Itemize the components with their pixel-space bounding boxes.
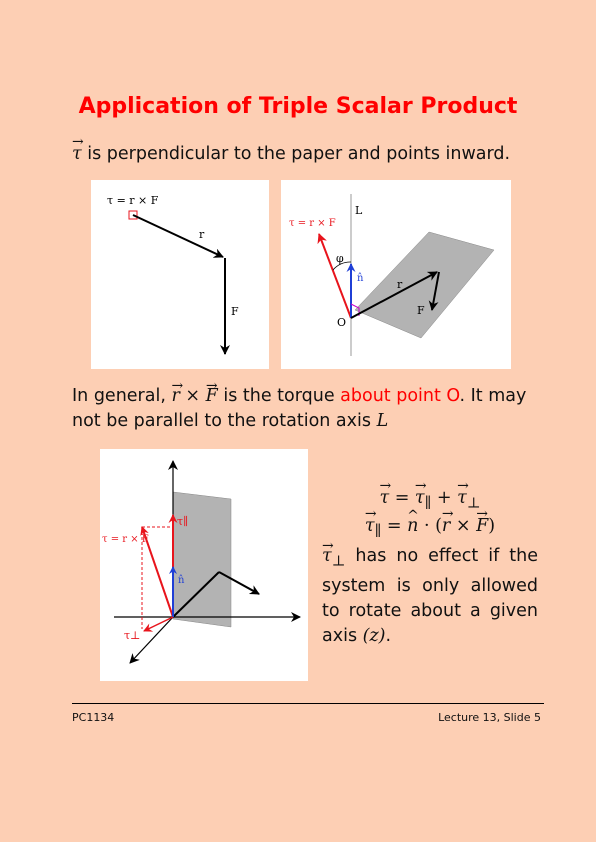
eq2-dot: · ( bbox=[418, 516, 442, 536]
rtext-tau: → τ bbox=[322, 544, 332, 569]
fig2-O-label: O bbox=[337, 316, 347, 329]
para-text-b: is the torque bbox=[217, 386, 341, 406]
r-vector-symbol: → r bbox=[171, 384, 179, 409]
footer-course-code: PC1134 bbox=[72, 711, 115, 724]
intro-line bbox=[72, 144, 510, 164]
about-point-o-highlight: about point O bbox=[340, 386, 460, 406]
eq2-equals: = bbox=[381, 516, 408, 536]
perpendicular-component-note bbox=[322, 544, 538, 649]
fig3-n-label: n̂ bbox=[178, 575, 185, 586]
fig2-L-label: L bbox=[355, 204, 363, 217]
eq1-tau-a: → τ bbox=[415, 488, 425, 508]
fig2-n-label: n̂ bbox=[357, 273, 364, 284]
para-text-a: In general, bbox=[72, 386, 172, 406]
figure-torque-2d bbox=[91, 180, 269, 369]
eq1-sub-parallel: ∥ bbox=[424, 494, 432, 512]
rtext-end: . bbox=[385, 625, 392, 646]
eq1-plus: + bbox=[431, 488, 458, 508]
intro-text: is perpendicular to the paper and points inward. bbox=[81, 144, 511, 164]
torque-axis-diagram bbox=[281, 180, 511, 369]
fig3-tau-label: τ = r × F bbox=[102, 534, 149, 545]
fig2-r-label: r bbox=[397, 278, 403, 291]
eq2-F: → F bbox=[476, 516, 488, 536]
L-symbol: L bbox=[376, 411, 389, 431]
eq2-sub-parallel: ∥ bbox=[374, 522, 382, 540]
eq1-equals: = bbox=[389, 488, 415, 508]
fig2-phi-label: φ bbox=[336, 252, 344, 265]
torque-2d-diagram bbox=[91, 180, 269, 369]
footer-slide-info: Lecture 13, Slide 5 bbox=[438, 711, 541, 724]
eq2-tau: → τ bbox=[365, 516, 375, 536]
eq1-sub-perp: ⊥ bbox=[466, 494, 481, 512]
fig3-tau-perp-arrow bbox=[144, 617, 173, 631]
F-vector-symbol: → F bbox=[206, 384, 218, 409]
fig2-tau-arrow bbox=[319, 234, 351, 318]
fig2-F-label: F bbox=[417, 304, 425, 317]
slide-title: Application of Triple Scalar Product bbox=[78, 94, 518, 119]
para-text-c: . It may not be parallel to the rotation axis bbox=[72, 386, 527, 431]
equation-decomposition bbox=[322, 488, 538, 512]
fig2-plane bbox=[355, 232, 494, 338]
rtext-sub-perp: ⊥ bbox=[331, 552, 346, 570]
eq2-cross: × bbox=[450, 516, 477, 536]
rtext-axis: (z) bbox=[362, 625, 386, 646]
cross-symbol: × bbox=[179, 386, 206, 406]
eq2-n-hat: ^ n bbox=[407, 516, 418, 536]
figure-torque-axis bbox=[281, 180, 511, 369]
rtext-body: has no effect if the system is only allowed to rotate about a given axis bbox=[322, 546, 538, 646]
equation-parallel-component bbox=[322, 516, 538, 540]
eq1-tau: → τ bbox=[379, 488, 389, 508]
fig1-F-label: F bbox=[231, 305, 239, 318]
general-paragraph bbox=[72, 384, 542, 434]
figure-torque-decomposition bbox=[100, 449, 308, 681]
fig3-tau-parallel-label: τ∥ bbox=[177, 515, 189, 528]
fig2-tau-label: τ = r × F bbox=[289, 218, 336, 229]
eq2-r: → r bbox=[442, 516, 450, 536]
fig3-tau-perp-label: τ⊥ bbox=[124, 629, 141, 642]
eq2-close: ) bbox=[488, 516, 496, 536]
fig3-plane bbox=[173, 492, 231, 627]
fig1-r-label: r bbox=[199, 228, 205, 241]
tau-vector-symbol: → τ bbox=[72, 144, 82, 164]
torque-decomposition-diagram bbox=[100, 449, 308, 681]
footer-rule bbox=[72, 703, 544, 704]
eq1-tau-b: → τ bbox=[457, 488, 467, 508]
fig1-r-arrow bbox=[133, 215, 223, 257]
fig1-tau-label: τ = r × F bbox=[107, 194, 159, 207]
